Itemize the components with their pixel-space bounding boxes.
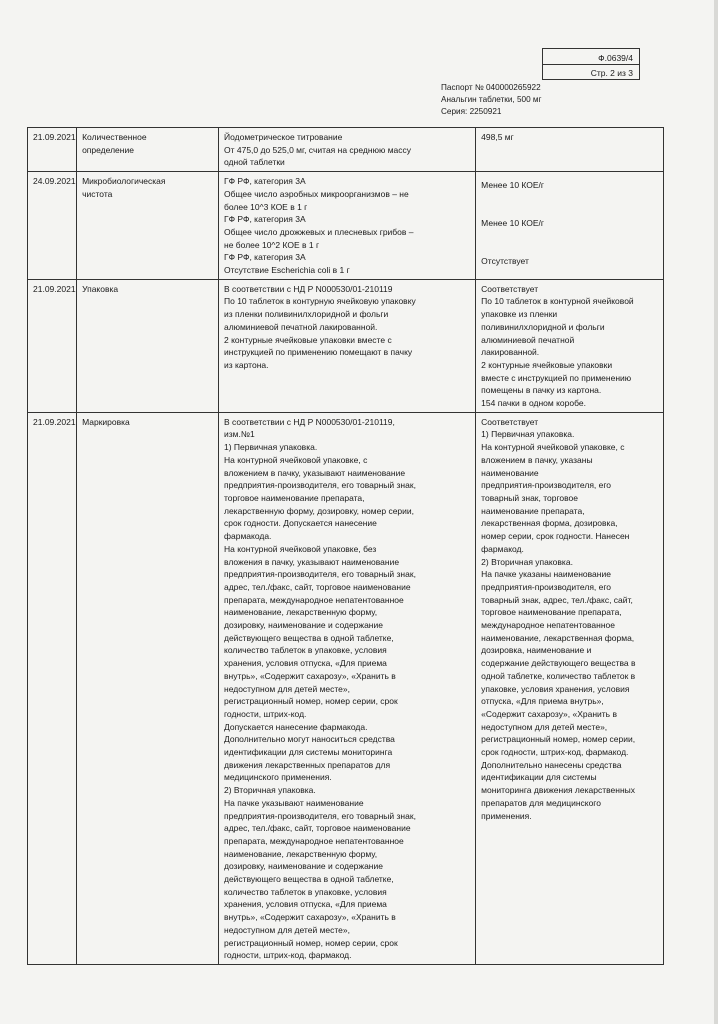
requirement-line: препарата, международное непатентованное	[224, 835, 404, 846]
indicator-line: Маркировка	[82, 416, 130, 427]
requirement-line: внутрь», «Содержит сахарозу», «Хранить в	[224, 670, 396, 681]
passport-number: Паспорт № 040000265922	[441, 83, 541, 92]
requirement-line: дозировку, наименование и содержание	[224, 620, 383, 631]
result-line	[481, 192, 659, 205]
indicator-cell	[77, 279, 219, 412]
requirement-line: из картона.	[224, 359, 269, 370]
result-line: регистрационный номер, номер серии,	[481, 734, 636, 745]
result-line: Менее 10 КОЕ/г	[481, 180, 545, 191]
result-line: 2) Вторичная упаковка.	[481, 556, 573, 567]
requirement-line: из пленки поливинилхлоридной и фольги	[224, 309, 389, 320]
requirement-cell	[219, 279, 476, 412]
requirement-line: недоступном для детей месте»,	[224, 683, 350, 694]
requirement-line: фармакода.	[224, 531, 272, 542]
requirement-cell	[219, 128, 476, 172]
result-line: Менее 10 КОЕ/г	[481, 218, 545, 229]
table-row	[28, 128, 664, 172]
requirement-line: Общее число аэробных микроорганизмов – не	[224, 188, 409, 199]
indicator-line: Упаковка	[82, 283, 119, 294]
date-cell: 21.09.2021	[28, 412, 77, 964]
indicator-cell	[77, 128, 219, 172]
requirement-line: вложением в пачку, указывают наименование	[224, 467, 406, 478]
result-line: Соответствует	[481, 416, 539, 427]
requirement-line: идентификации для системы мониторинга	[224, 747, 393, 758]
requirement-line: изм.№1	[224, 429, 255, 440]
requirement-line: регистрационный номер, номер серии, срок	[224, 937, 398, 948]
requirement-line: не более 10^2 КОЕ в 1 г	[224, 239, 320, 250]
result-line: 154 пачки в одном коробе.	[481, 398, 586, 409]
result-cell	[476, 128, 664, 172]
result-line: поливинилхлоридной и фольги	[481, 321, 605, 332]
requirement-line: хранения, условия отпуска, «Для приема	[224, 658, 387, 669]
result-line: мониторинга движения лекарственных	[481, 785, 636, 796]
requirement-line: В соответствии с НД Р N000530/01-210119,	[224, 416, 395, 427]
date-cell: 21.09.2021	[28, 279, 77, 412]
result-line: упаковке из пленки	[481, 309, 558, 320]
requirement-line: препарата, международное непатентованное	[224, 594, 404, 605]
requirement-line: предприятия-производителя, его товарный знак,	[224, 480, 416, 491]
result-line: Отсутствует	[481, 256, 529, 267]
result-line: товарный знак, торговое	[481, 492, 579, 503]
requirement-line: На пачке указывают наименование	[224, 797, 364, 808]
requirement-line: предприятия-производителя, его товарный знак,	[224, 810, 416, 821]
result-line: лекарственная форма, дозировка,	[481, 518, 618, 529]
requirement-line: От 475,0 до 525,0 мг, считая на среднюю массу	[224, 144, 412, 155]
indicator-cell	[77, 172, 219, 280]
requirement-line: торговое наименование препарата,	[224, 492, 365, 503]
indicator-line: чистота	[82, 188, 113, 199]
requirement-line: срок годности. Допускается нанесение	[224, 518, 377, 529]
requirement-line: ГФ РФ, категория 3А	[224, 176, 306, 187]
result-line: предприятия-производителя, его	[481, 581, 612, 592]
requirement-line: ГФ РФ, категория 3А	[224, 252, 306, 263]
requirement-line: 1) Первичная упаковка.	[224, 442, 318, 453]
requirement-line: действующего вещества в одной таблетке,	[224, 874, 394, 885]
result-line: Дополнительно нанесены средства	[481, 759, 622, 770]
result-line: номер серии, срок годности. Нанесен	[481, 531, 630, 542]
requirement-line: вложения в пачку, указывают наименование	[224, 556, 400, 567]
requirement-line: годности, штрих-код.	[224, 708, 307, 719]
requirement-line: количество таблеток в упаковке, условия	[224, 886, 387, 897]
requirement-line: дозировку, наименование и содержание	[224, 861, 383, 872]
requirement-line: лекарственную форму, дозировку, номер серии,	[224, 505, 415, 516]
requirement-line: В соответствии с НД Р N000530/01-210119	[224, 283, 393, 294]
result-cell	[476, 279, 664, 412]
requirement-line: Йодометрическое титрование	[224, 132, 343, 142]
result-line: На контурной ячейковой упаковке, с	[481, 442, 625, 453]
requirement-line: наименование, лекарственную форму,	[224, 607, 378, 618]
page-number: Стр. 2 из 3	[590, 68, 633, 78]
result-line: одной таблетке, количество таблеток в	[481, 670, 636, 681]
requirement-line: количество таблеток в упаковке, условия	[224, 645, 387, 656]
result-line: срок годности, штрих-код, фармакод.	[481, 747, 629, 758]
indicator-line: определение	[82, 144, 134, 155]
requirement-line: действующего вещества в одной таблетке,	[224, 632, 394, 643]
result-line: торговое наименование препарата,	[481, 607, 622, 618]
requirement-cell	[219, 412, 476, 964]
result-line	[481, 205, 659, 218]
result-line: 1) Первичная упаковка.	[481, 429, 575, 440]
requirement-line: наименование, лекарственную форму,	[224, 848, 378, 859]
batch-number: Серия: 2250921	[441, 107, 502, 116]
result-line: отпуска, «Для приема внутрь»,	[481, 696, 604, 707]
indicator-line: Микробиологическая	[82, 176, 166, 187]
result-line: помещены в пачку из картона.	[481, 385, 602, 396]
result-line: наименование, лекарственная форма,	[481, 632, 635, 643]
requirement-line: хранения, условия отпуска, «Для приема	[224, 899, 387, 910]
result-cell	[476, 412, 664, 964]
result-line: содержание действующего вещества в	[481, 658, 636, 669]
indicator-cell	[77, 412, 219, 964]
table-row	[28, 279, 664, 412]
requirement-line: годности, штрих-код, фармакод.	[224, 950, 352, 961]
result-line	[481, 243, 659, 256]
requirement-line: алюминиевой печатной лакированной.	[224, 321, 378, 332]
result-line: упаковке, условия хранения, условия	[481, 683, 630, 694]
indicator-line: Количественное	[82, 132, 147, 142]
result-line: дозировка, наименование и	[481, 645, 592, 656]
result-line: предприятия-производителя, его	[481, 480, 612, 491]
requirement-line: недоступном для детей месте»,	[224, 924, 350, 935]
passport-header	[441, 82, 542, 118]
date-cell: 24.09.2021	[28, 172, 77, 280]
requirement-line: регистрационный номер, номер серии, срок	[224, 696, 398, 707]
result-line: недоступном для детей месте»,	[481, 721, 608, 732]
form-code-box	[542, 48, 640, 80]
result-line	[481, 230, 659, 243]
table-row	[28, 172, 664, 280]
requirement-line: предприятия-производителя, его товарный знак,	[224, 569, 416, 580]
requirement-line: одной таблетки	[224, 157, 285, 168]
result-line: 2 контурные ячейковые упаковки	[481, 359, 613, 370]
requirement-line: ГФ РФ, категория 3А	[224, 214, 306, 225]
requirement-line: адрес, тел./факс, сайт, торговое наименование	[224, 823, 411, 834]
requirement-line: Допускается нанесение фармакода.	[224, 721, 368, 732]
requirement-line: инструкцией по применению помещают в пачку	[224, 347, 413, 358]
requirement-cell	[219, 172, 476, 280]
requirement-line: более 10^3 КОЕ в 1 г	[224, 201, 308, 212]
table-row	[28, 412, 664, 964]
requirement-line: 2) Вторичная упаковка.	[224, 785, 316, 796]
result-line: идентификации для системы	[481, 772, 597, 783]
result-line: товарный знак, адрес, тел./факс, сайт,	[481, 594, 633, 605]
requirement-line: движения лекарственных препаратов для	[224, 759, 391, 770]
requirement-line: На контурной ячейковой упаковке, с	[224, 454, 368, 465]
result-line: Соответствует	[481, 283, 539, 294]
results-table	[27, 127, 664, 965]
result-line: лакированной.	[481, 347, 540, 358]
result-line: 498,5 мг	[481, 132, 514, 142]
result-line: На пачке указаны наименование	[481, 569, 611, 580]
result-line: международное непатентованное	[481, 620, 616, 631]
result-line: «Содержит сахарозу», «Хранить в	[481, 708, 617, 719]
result-cell	[476, 172, 664, 280]
requirement-line: Общее число дрожжевых и плесневых грибов –	[224, 226, 414, 237]
requirement-line: 2 контурные ячейковые упаковки вместе с	[224, 334, 392, 345]
requirement-line: Отсутствие Escherichia coli в 1 г	[224, 265, 350, 276]
result-line: применения.	[481, 810, 532, 821]
requirement-line: медицинского применения.	[224, 772, 332, 783]
result-line: наименование	[481, 467, 539, 478]
requirement-line: По 10 таблеток в контурную ячейковую упаковку	[224, 296, 416, 307]
result-line: наименование препарата,	[481, 505, 585, 516]
result-line: препаратов для медицинского	[481, 797, 601, 808]
form-code: Ф.0639/4	[598, 53, 633, 63]
requirement-line: На контурной ячейковой упаковке, без	[224, 543, 377, 554]
result-line: вместе с инструкцией по применению	[481, 372, 632, 383]
result-line: фармакод.	[481, 543, 524, 554]
requirement-line: Дополнительно могут наноситься средства	[224, 734, 395, 745]
result-line: вложением в пачку, указаны	[481, 454, 593, 465]
requirement-line: внутрь», «Содержит сахарозу», «Хранить в	[224, 912, 396, 923]
requirement-line: адрес, тел./факс, сайт, торговое наименование	[224, 581, 411, 592]
product-name: Анальгин таблетки, 500 мг	[441, 95, 542, 104]
scan-edge	[714, 0, 718, 1024]
result-line: По 10 таблеток в контурной ячейковой	[481, 296, 634, 307]
date-cell: 21.09.2021	[28, 128, 77, 172]
result-line: алюминиевой печатной	[481, 334, 575, 345]
